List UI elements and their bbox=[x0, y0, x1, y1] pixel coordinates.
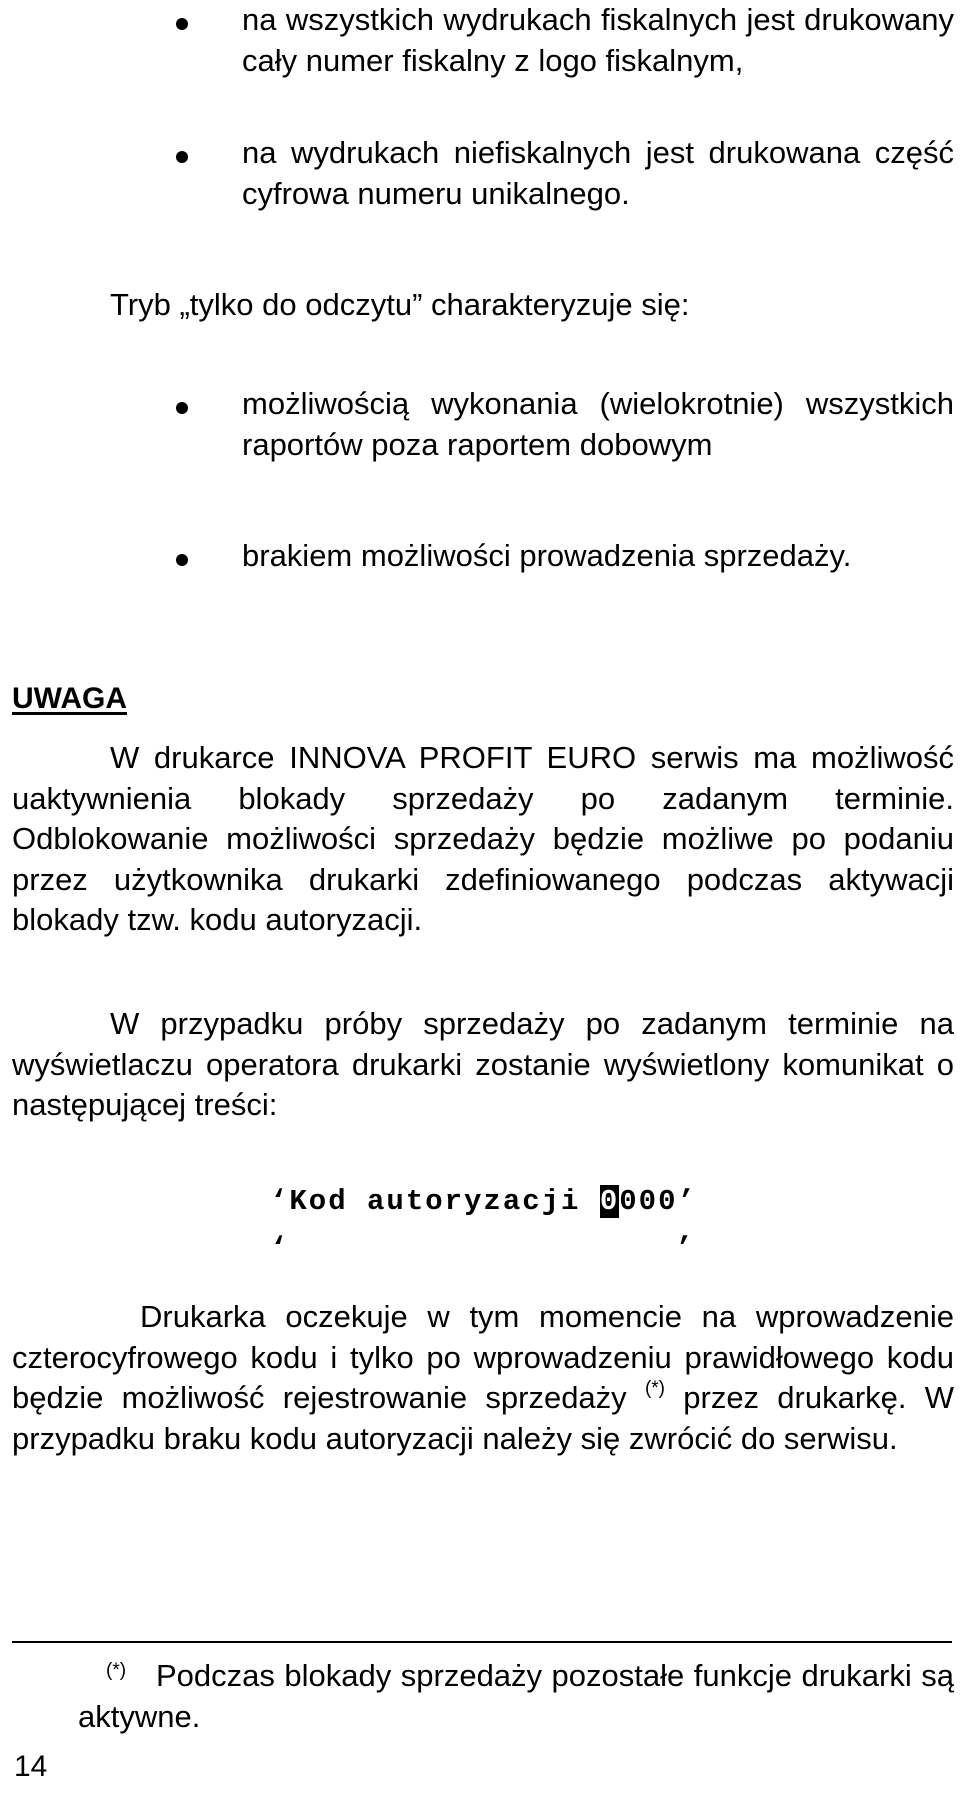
display-quote: ’ bbox=[677, 1185, 697, 1218]
paragraph-text: Drukarka oczekuje w tym momencie na wprowadzenie czterocyfrowego kodu i tylko po wprowadzeniu prawidłowego kodu będzie możliwość rejestrowanie sprzedaży bbox=[12, 1299, 954, 1415]
list-item: brakiem możliwości prowadzenia sprzedaży. bbox=[242, 538, 852, 573]
paragraph-block bbox=[12, 1297, 954, 1459]
display-label: Kod autoryzacji bbox=[289, 1185, 600, 1218]
footnote-divider bbox=[12, 1641, 952, 1643]
bullet-icon bbox=[176, 18, 188, 30]
display-digits: 000 bbox=[619, 1185, 678, 1218]
list-item: możliwością wykonania (wielokrotnie) wszystkich raportów poza raportem dobowym bbox=[242, 386, 954, 462]
paragraph-text: przez drukarkę. W przypadku braku kodu autoryzacji należy się zwrócić do serwisu. bbox=[12, 1380, 955, 1456]
list-item: na wszystkich wydrukach fiskalnych jest drukowany cały numer fiskalny z logo fiskalnym, bbox=[242, 2, 954, 78]
warning-heading: UWAGA bbox=[12, 682, 127, 715]
paragraph-block: W przypadku próby sprzedaży po zadanym terminie na wyświetlaczu operatora drukarki zostanie wyświetlony komunikat o następującej treści: bbox=[12, 1006, 954, 1122]
display-quote: ‘ bbox=[270, 1185, 290, 1218]
display-quote: ‘ bbox=[270, 1232, 290, 1265]
bullet-icon bbox=[176, 151, 188, 163]
display-cursor: 0 bbox=[599, 1185, 620, 1218]
bullet-icon bbox=[176, 554, 188, 566]
footnote-reference: (*) bbox=[644, 1378, 665, 1399]
read-only-intro: Tryb „tylko do odczytu” charakteryzuje się: bbox=[110, 287, 690, 322]
display-message bbox=[270, 1185, 697, 1218]
list-item: na wydrukach niefiskalnych jest drukowana część cyfrowa numeru unikalnego. bbox=[242, 135, 954, 211]
paragraph-block: W drukarce INNOVA PROFIT EURO serwis ma możliwość uaktywnienia blokady sprzedaży po zadanym terminie. Odblokowanie możliwości sprzedaży będzie możliwe po podaniu przez użytkownika drukarki zdefiniowanego podczas aktywacji blokady tzw. kodu autoryzacji. bbox=[12, 740, 954, 937]
display-second-line bbox=[270, 1232, 695, 1265]
footnote-mark: (*) bbox=[106, 1660, 127, 1681]
display-quote: ’ bbox=[675, 1232, 695, 1265]
bullet-icon bbox=[176, 402, 188, 414]
footnote-text: Podczas blokady sprzedaży pozostałe funkcje drukarki są aktywne. bbox=[78, 1658, 954, 1734]
page-number: 14 bbox=[14, 1750, 48, 1783]
